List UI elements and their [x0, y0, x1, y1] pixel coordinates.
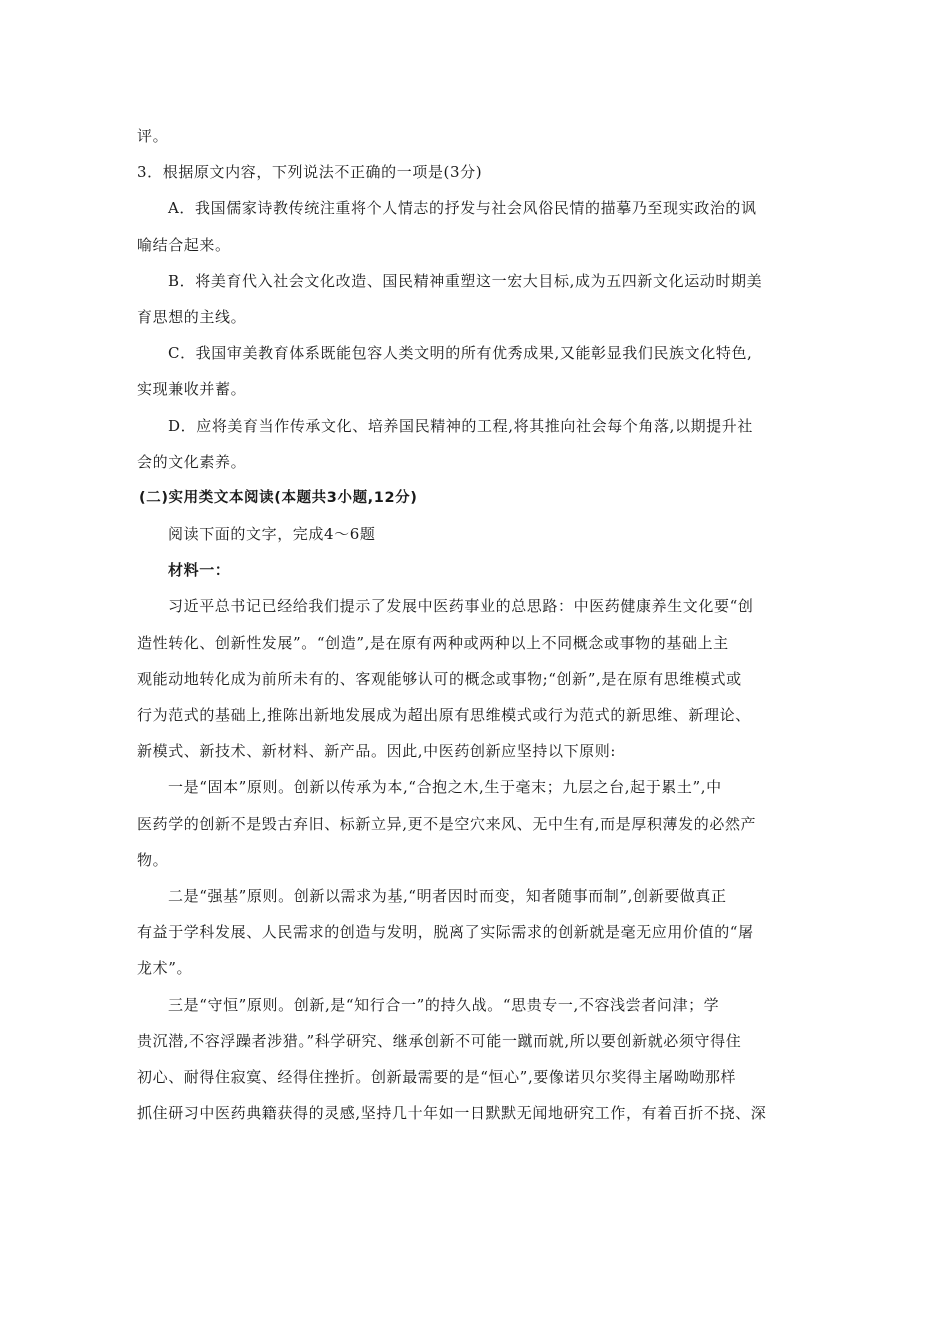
paragraph-line: 医药学的创新不是毁古弃旧、标新立异,更不是空穴来风、无中生有,而是厚积薄发的必然产	[137, 814, 757, 833]
option-a-continued: 喻结合起来。	[137, 235, 231, 254]
material-one-label: 材料一：	[168, 561, 231, 580]
text-line: 评。	[137, 127, 169, 145]
principle-three: 三是“守恒”原则。创新,是“知行合一”的持久战。“思贵专一,不容浅尝者问津；学	[168, 995, 720, 1014]
document-page	[137, 118, 813, 1131]
paragraph-line: 初心、耐得住寂寞、经得住挫折。创新最需要的是“恒心”,要像诺贝尔奖得主屠呦呦那样	[137, 1067, 737, 1086]
section-heading: (二)实用类文本阅读(本题共3小题,12分)	[139, 489, 418, 506]
paragraph-line: 新模式、新技术、新材料、新产品。因此,中医药创新应坚持以下原则:	[137, 742, 617, 761]
principle-one: 一是“固本”原则。创新以传承为本,“合抱之木,生于毫末；九层之台,起于累土”,中	[168, 778, 722, 797]
option-d: D．应将美育当作传承文化、培养国民精神的工程,将其推向社会每个角落,以期提升社	[168, 416, 753, 435]
option-b-continued: 育思想的主线。	[137, 307, 247, 326]
paragraph-line: 有益于学科发展、人民需求的创造与发明，脱离了实际需求的创新就是毫无应用价值的“屠	[137, 923, 754, 942]
reading-instruction: 阅读下面的文字，完成4～6题	[168, 525, 376, 544]
principle-two: 二是“强基”原则。创新以需求为基,“明者因时而变，知者随事而制”,创新要做真正	[168, 886, 727, 905]
paragraph-line: 贵沉潜,不容浮躁者涉猎。”科学研究、继承创新不可能一蹴而就,所以要创新就必须守得住	[137, 1031, 742, 1050]
paragraph-line: 龙术”。	[137, 959, 193, 978]
paragraph-line: 行为范式的基础上,推陈出新地发展成为超出原有思维模式或行为范式的新思维、新理论、	[137, 706, 751, 724]
option-b: B．将美育代入社会文化改造、国民精神重塑这一宏大目标,成为五四新文化运动时期美	[168, 271, 763, 290]
paragraph-line: 习近平总书记已经给我们提示了发展中医药事业的总思路：中医药健康养生文化要“创	[168, 597, 754, 616]
option-d-continued: 会的文化素养。	[137, 452, 247, 471]
option-c: C．我国审美教育体系既能包容人类文明的所有优秀成果,又能彰显我们民族文化特色,	[168, 344, 753, 363]
question-3-stem: 3．根据原文内容，下列说法不正确的一项是(3分)	[137, 163, 483, 182]
paragraph-line: 观能动地转化成为前所未有的、客观能够认可的概念或事物;“创新”,是在原有思维模式或	[137, 669, 742, 688]
paragraph-line: 抓住研习中医药典籍获得的灵感,坚持几十年如一日默默无闻地研究工作，有着百折不挠、深	[137, 1104, 767, 1123]
option-c-continued: 实现兼收并蓄。	[137, 380, 247, 399]
paragraph-line: 造性转化、创新性发展”。“创造”,是在原有两种或两种以上不同概念或事物的基础上主	[137, 633, 729, 652]
paragraph-line: 物。	[137, 850, 169, 869]
option-a: A．我国儒家诗教传统注重将个人情志的抒发与社会风俗民情的描摹乃至现实政治的讽	[168, 199, 757, 218]
